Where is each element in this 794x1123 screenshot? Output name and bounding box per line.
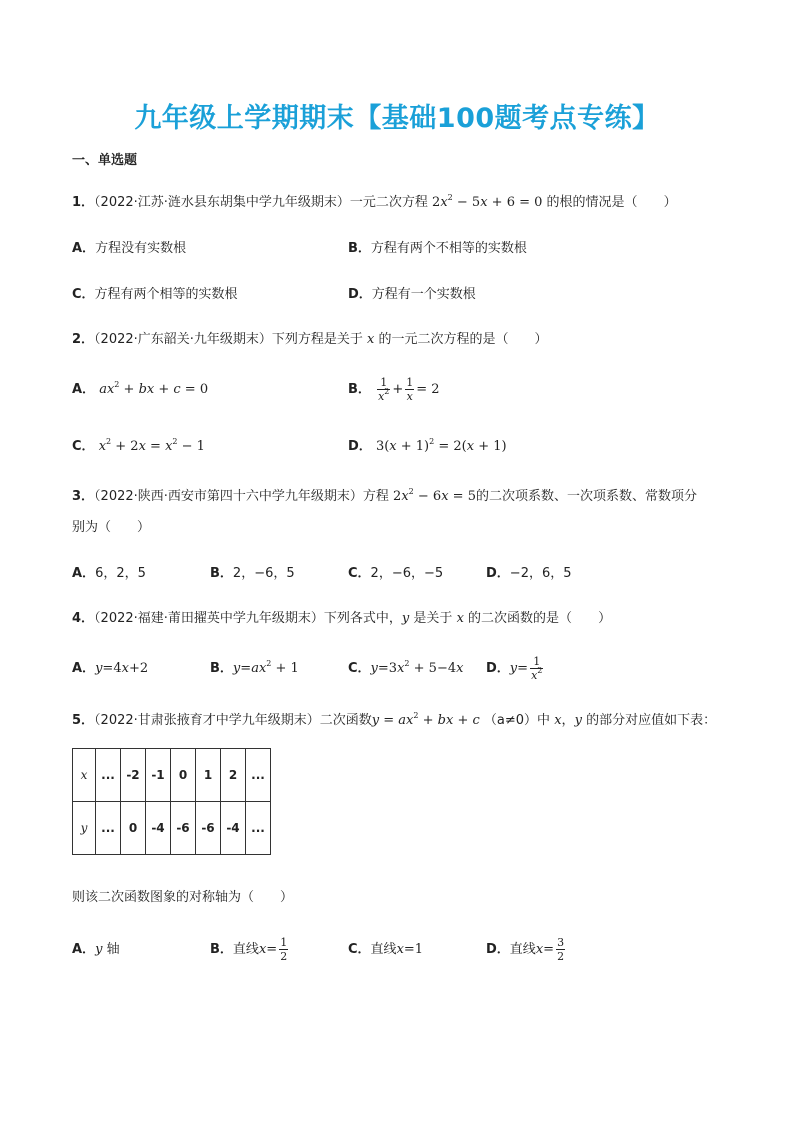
table-cell: -4 [221, 802, 246, 855]
question-number: 3． [72, 489, 95, 504]
option-d[interactable]: D．方程有一个实数根 [348, 287, 476, 302]
table-cell: ... [96, 802, 121, 855]
table-cell: -6 [196, 802, 221, 855]
question-3-line2: 别为（ ） [72, 520, 151, 535]
table-cell: -2 [121, 749, 146, 802]
question-5: 5．（2022·甘肃张掖育才中学九年级期末）二次函数$y = ax^2$ + bx + c （a≠0）中 x，y 的部分对应值如下表： [72, 711, 717, 728]
page-title: 九年级上学期期末【基础100题考点专练】 [134, 103, 660, 134]
question-5-stem: 则该二次函数图象的对称轴为（ ） [72, 890, 294, 905]
question-number: 1． [72, 195, 95, 210]
question-number: 2． [72, 332, 95, 347]
table-cell: 0 [121, 802, 146, 855]
option-a[interactable]: A．6，2，5 [72, 566, 146, 581]
option-c[interactable]: C．2，−6，−5 [348, 566, 444, 581]
table-header: x [73, 749, 96, 802]
table-row [73, 802, 271, 855]
option-b[interactable]: B．2，−6，5 [210, 566, 295, 581]
option-d[interactable]: D．直线x= $\frac{3}{2}$ [486, 936, 565, 963]
question-source: （2022·江苏·涟水县东胡集中学九年级期末）一元二次方程 [94, 195, 428, 210]
table-cell: 2 [221, 749, 246, 802]
table-row [73, 749, 271, 802]
table-cell: 0 [171, 749, 196, 802]
option-b[interactable]: B．$y=ax^2 + 1$ [210, 659, 299, 676]
option-b[interactable]: B．直线x= $\frac{1}{2}$ [210, 936, 288, 963]
question-1: 1．（2022·江苏·涟水县东胡集中学九年级期末）一元二次方程 $2x^2 - 5x + 6 = 0$ 的根的情况是（ ） [72, 193, 677, 210]
table-cell: -1 [146, 749, 171, 802]
table-cell: 1 [196, 749, 221, 802]
option-a[interactable]: A．y=4x+2 [72, 661, 149, 676]
question-3: 3．（2022·陕西·西安市第四十六中学九年级期末）方程 $2x^2 - 6x = 5$的二次项系数、一次项系数、常数项分 [72, 487, 697, 504]
equation: $2x^2 - 5x + 6 = 0$ [432, 193, 543, 210]
question-stem: 的根的情况是（ [546, 195, 638, 210]
table-cell: ... [246, 802, 271, 855]
option-c[interactable]: C．直线x=1 [348, 942, 424, 957]
option-d[interactable]: D． $3(x + 1)^2 = 2(x + 1)$ [348, 437, 507, 454]
option-c[interactable]: C．$y=3x^2 + 5-4x$ [348, 659, 464, 676]
table-cell: ... [246, 749, 271, 802]
option-d[interactable]: D．y= $\frac{1}{x^2}$ [486, 655, 543, 682]
table-cell: -6 [171, 802, 196, 855]
table-header: y [73, 802, 96, 855]
value-table [72, 748, 271, 855]
section-heading: 一、单选题 [72, 153, 138, 168]
option-c[interactable]: C．方程有两个相等的实数根 [72, 287, 238, 302]
question-2: 2．（2022·广东韶关·九年级期末）下列方程是关于 x 的一元二次方程的是（ ） [72, 332, 548, 347]
table-cell: -4 [146, 802, 171, 855]
option-d[interactable]: D．−2，6，5 [486, 566, 572, 581]
option-c[interactable]: C． $x^2 + 2x = x^2 - 1$ [72, 437, 205, 454]
table-cell: ... [96, 749, 121, 802]
question-4: 4．（2022·福建·莆田擢英中学九年级期末）下列各式中，y 是关于 x 的二次函数的是（ ） [72, 611, 612, 626]
option-a[interactable]: A．方程没有实数根 [72, 241, 187, 256]
question-number: 5． [72, 713, 95, 728]
option-a[interactable]: A．y 轴 [72, 942, 120, 957]
option-b[interactable]: B． $\frac{1}{x^2}$ + $\frac{1}{x}$ = 2 [348, 376, 440, 403]
option-a[interactable]: A． $ax^2$ + bx + c = 0 [72, 380, 209, 397]
option-b[interactable]: B．方程有两个不相等的实数根 [348, 241, 527, 256]
question-number: 4． [72, 611, 95, 626]
